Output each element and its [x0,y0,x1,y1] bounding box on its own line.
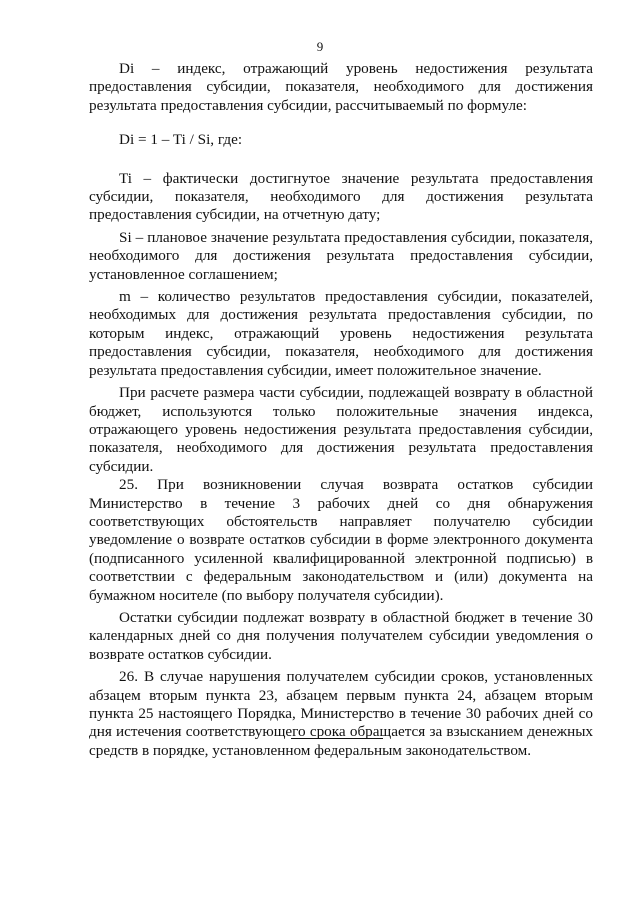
paragraph-item-25: 25. При возникновении случая возврата остатков субсидии Министерство в течение 3 рабочих дней со дня обнаружения соответствующих обстоятельств направляет получателю субсидии уведомление о возврате остатков субсидии в форме электронного документа (подписанного усиленной квалифицированной электронной подписью) в соответствии с федеральным законодательством и (или) документа на бумажном носителе (по выбору получателя субсидии). [89,476,593,604]
paragraph-index-definition: Di – индекс, отражающий уровень недостижения результата предоставления субсидии, показателя, необходимого для достижения результата предоставления субсидии, рассчитываемый по формуле: [89,60,593,114]
paragraph-ti-definition: Ti – фактически достигнутое значение результата предоставления субсидии, показателя, необходимого для достижения результата предоставления субсидии, на отчетную дату; [89,169,593,224]
paragraph-calculation-note: При расчете размера части субсидии, подлежащей возврату в областной бюджет, используются только положительные значения индекса, отражающего уровень недостижения результата предоставления субсидии, показателя, необходимого для достижения результата предоставления субсидии. [89,384,593,475]
paragraph-remainder-return: Остатки субсидии подлежат возврату в областной бюджет в течение 30 календарных дней со дня получения получателем субсидии уведомления о возврате остатков субсидии. [89,608,593,663]
paragraph-si-definition: Si – плановое значение результата предоставления субсидии, показателя, необходимого для достижения результата предоставления субсидии, установленное соглашением; [89,228,593,283]
page-number: 9 [316,39,324,54]
formula: Di = 1 – Ti / Si, где: [119,131,243,149]
end-separator-line [291,738,383,739]
paragraph-item-26: 26. В случае нарушения получателем субсидии сроков, установленных абзацем вторым пункта 23, абзацем первым пункта 24, абзацем вторым пункта 25 настоящего Порядка, Министерство в течение 30 рабочих дней со дня истечения соответствующего срока обращается за взысканием денежных средств в порядке, установленном федеральным законодательством. [89,668,593,759]
paragraph-m-definition: m – количество результатов предоставления субсидии, показателей, необходимых для достижения результата предоставления субсидии, по которым индекс, отражающий уровень недостижения результата предоставления субсидии, показателя, необходимого для достижения результата предоставления субсидии, имеет положительное значение. [89,288,593,379]
document-body [89,60,593,760]
